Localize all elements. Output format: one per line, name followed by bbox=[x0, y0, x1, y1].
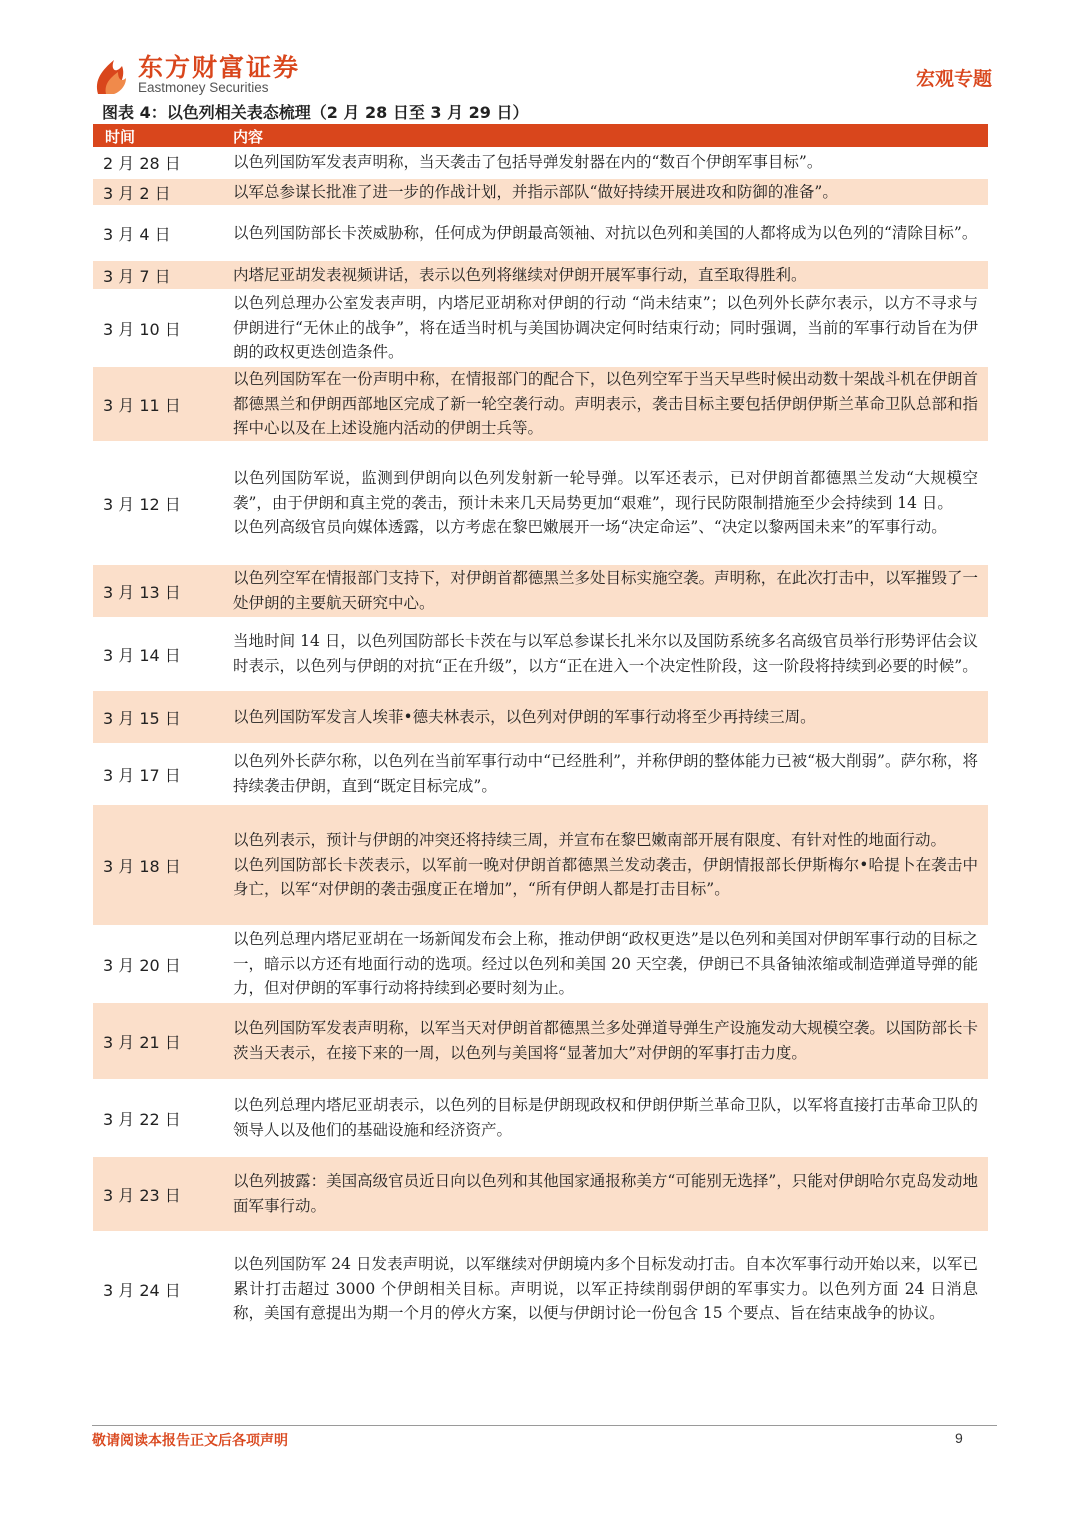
row-content-paragraph: 以色列总理内塔尼亚胡在一场新闻发布会上称，推动伊朗“政权更迭”是以色列和美国对伊朗军事行动的目标之一，暗示以方还有地面行动的选项。经过以色列和美国 20 天空袭，伊朗已不具备铀浓缩或制造弹道导弹的能力，但对伊朗的军事行动将持续到必要时刻为止。 bbox=[233, 930, 978, 998]
table-row bbox=[93, 291, 988, 367]
row-date: 3 月 4 日 bbox=[103, 224, 171, 244]
page-header bbox=[92, 48, 992, 102]
row-date: 3 月 11 日 bbox=[103, 395, 181, 415]
row-content-paragraph: 当地时间 14 日，以色列国防部长卡茨在与以军总参谋长扎米尔以及国防系统多名高级官员举行形势评估会议时表示，以色列与伊朗的对抗“正在升级”，以方“正在进入一个决定性阶段，这一阶段将持续到必要的时候”。 bbox=[233, 632, 978, 675]
row-content-paragraph: 以色列国防军在一份声明中称，在情报部门的配合下，以色列空军于当天早些时候出动数十架战斗机在伊朗首都德黑兰和伊朗西部地区完成了新一轮空袭行动。声明表示，袭击目标主要包括伊朗伊斯兰革命卫队总部和指挥中心以及在上述设施内活动的伊朗士兵等。 bbox=[233, 370, 978, 438]
column-header-time: 时间 bbox=[105, 128, 136, 146]
row-content-paragraph: 以色列国防部长卡茨威胁称，任何成为伊朗最高领袖、对抗以色列和美国的人都将成为以色列的“清除目标”。 bbox=[233, 223, 978, 242]
table-row bbox=[93, 619, 988, 691]
row-content-paragraph: 以色列国防部长卡茨表示，以军前一晚对伊朗首都德黑兰发动袭击，伊朗情报部长伊斯梅尔•哈提卜在袭击中身亡，以军“对伊朗的袭击强度正在增加”，“所有伊朗人都是打击目标”。 bbox=[233, 855, 978, 899]
logo-english-name: Eastmoney Securities bbox=[138, 80, 269, 95]
row-content bbox=[221, 828, 988, 902]
row-content-paragraph: 以色列国防军说，监测到伊朗向以色列发射新一轮导弹。以军还表示，已对伊朗首都德黑兰发动“大规模空袭”，由于伊朗和真主党的袭击，预计未来几天局势更加“艰难”，现行民防限制措施至少会持续到 14 日。 bbox=[233, 469, 978, 512]
row-date: 3 月 7 日 bbox=[103, 266, 171, 286]
row-content-paragraph: 以色列总理内塔尼亚胡表示，以色列的目标是伊朗现政权和伊朗伊斯兰革命卫队，以军将直接打击革命卫队的领导人以及他们的基础设施和经济资产。 bbox=[233, 1096, 978, 1139]
row-content bbox=[221, 749, 988, 798]
row-date: 3 月 22 日 bbox=[103, 1109, 181, 1129]
row-content-paragraph: 以色列总理办公室发表声明，内塔尼亚胡称对伊朗的行动 “尚未结束”；以色列外长萨尔表示，以方不寻求与伊朗进行“无休止的战争”，将在适当时机与美国协调决定何时结束行动；同时强调，当前的军事行动旨在为伊朗的政权更迭创造条件。 bbox=[233, 294, 978, 362]
table-row bbox=[93, 1081, 988, 1157]
table-row bbox=[93, 207, 988, 261]
row-date: 3 月 2 日 bbox=[103, 183, 171, 203]
section-tag: 宏观专题 bbox=[915, 68, 992, 90]
row-content-paragraph: 以色列国防军发言人埃菲•德夫林表示，以色列对伊朗的军事行动将至少再持续三周。 bbox=[233, 707, 816, 726]
row-content bbox=[221, 566, 988, 615]
row-date: 3 月 14 日 bbox=[103, 645, 181, 665]
table-row bbox=[93, 147, 988, 179]
row-content bbox=[221, 1252, 988, 1326]
footer-disclaimer: 敬请阅读本报告正文后各项声明 bbox=[92, 1433, 288, 1449]
row-content bbox=[221, 221, 988, 246]
row-date: 3 月 18 日 bbox=[103, 856, 181, 876]
table-row bbox=[93, 1003, 988, 1081]
row-content bbox=[221, 466, 988, 540]
row-content bbox=[221, 927, 988, 1001]
row-content bbox=[221, 180, 988, 205]
table-row bbox=[93, 1157, 988, 1233]
row-content bbox=[221, 1169, 988, 1218]
logo-chinese-name: 东方财富证券 bbox=[138, 53, 301, 82]
row-date: 3 月 15 日 bbox=[103, 708, 181, 728]
table-row bbox=[93, 367, 988, 443]
table-row bbox=[93, 691, 988, 745]
figure-title: 图表 4：以色列相关表态梳理（2 月 28 日至 3 月 29 日） bbox=[102, 103, 529, 122]
company-logo bbox=[92, 48, 332, 102]
row-content-paragraph: 以色列表示，预计与伊朗的冲突还将持续三周，并宣布在黎巴嫩南部开展有限度、有针对性的地面行动。 bbox=[233, 831, 947, 850]
row-content bbox=[221, 150, 988, 175]
row-content-paragraph: 以色列空军在情报部门支持下，对伊朗首都德黑兰多处目标实施空袭。声明称，在此次打击中，以军摧毁了一处伊朗的主要航天研究中心。 bbox=[233, 569, 978, 612]
row-date: 3 月 10 日 bbox=[103, 319, 181, 339]
row-date: 3 月 20 日 bbox=[103, 955, 181, 975]
table-row bbox=[93, 565, 988, 619]
row-content bbox=[221, 263, 988, 288]
column-header-content: 内容 bbox=[233, 128, 264, 146]
table-row bbox=[93, 261, 988, 291]
statements-table bbox=[93, 124, 988, 1347]
row-content-paragraph: 以色列国防军发表声明称，以军当天对伊朗首都德黑兰多处弹道导弹生产设施发动大规模空袭。以国防部长卡茨当天表示，在接下来的一周，以色列与美国将“显著加大”对伊朗的军事打击力度。 bbox=[233, 1019, 978, 1062]
row-content bbox=[221, 1016, 988, 1065]
table-row bbox=[93, 805, 988, 927]
row-date: 3 月 12 日 bbox=[103, 494, 181, 514]
table-row bbox=[93, 927, 988, 1003]
table-body bbox=[93, 147, 988, 1347]
row-date: 3 月 24 日 bbox=[103, 1280, 181, 1300]
row-content bbox=[221, 629, 988, 678]
row-content-paragraph: 以色列外长萨尔称，以色列在当前军事行动中“已经胜利”，并称伊朗的整体能力已被“极大削弱”。萨尔称，将持续袭击伊朗，直到“既定目标完成”。 bbox=[233, 752, 978, 795]
row-content bbox=[221, 367, 988, 441]
page-number: 9 bbox=[955, 1430, 963, 1446]
row-content bbox=[221, 1093, 988, 1142]
row-content bbox=[221, 291, 988, 365]
row-date: 2 月 28 日 bbox=[103, 153, 181, 173]
row-content-paragraph: 以色列高级官员向媒体透露，以方考虑在黎巴嫩展开一场“决定命运”、“决定以黎两国未来”的军事行动。 bbox=[233, 518, 947, 537]
row-content-paragraph: 以色列披露：美国高级官员近日向以色列和其他国家通报称美方“可能别无选择”，只能对伊朗哈尔克岛发动地面军事行动。 bbox=[233, 1172, 978, 1215]
table-row bbox=[93, 179, 988, 207]
table-row bbox=[93, 745, 988, 805]
table-header bbox=[93, 124, 988, 147]
table-row bbox=[93, 1233, 988, 1347]
row-date: 3 月 17 日 bbox=[103, 765, 181, 785]
row-content-paragraph: 以军总参谋长批准了进一步的作战计划，并指示部队“做好持续开展进攻和防御的准备”。 bbox=[233, 182, 838, 201]
row-content-paragraph: 以色列国防军 24 日发表声明说，以军继续对伊朗境内多个目标发动打击。自本次军事行动开始以来，以军已累计打击超过 3000 个伊朗相关目标。声明说，以军正持续削弱伊朗的军事实力。以色列方面 24 日消息称，美国有意提出为期一个月的停火方案，以便与伊朗讨论一份包含 15 个要点、旨在结束战争的协议。 bbox=[233, 1255, 978, 1323]
row-date: 3 月 21 日 bbox=[103, 1032, 181, 1052]
row-content-paragraph: 内塔尼亚胡发表视频讲话，表示以色列将继续对伊朗开展军事行动，直至取得胜利。 bbox=[233, 265, 807, 284]
logo-flame-icon bbox=[92, 50, 132, 98]
row-content bbox=[221, 705, 988, 730]
row-date: 3 月 23 日 bbox=[103, 1185, 181, 1205]
row-date: 3 月 13 日 bbox=[103, 582, 181, 602]
row-content-paragraph: 以色列国防军发表声明称，当天袭击了包括导弹发射器在内的“数百个伊朗军事目标”。 bbox=[233, 152, 823, 171]
table-row bbox=[93, 443, 988, 565]
footer-divider bbox=[92, 1425, 997, 1426]
